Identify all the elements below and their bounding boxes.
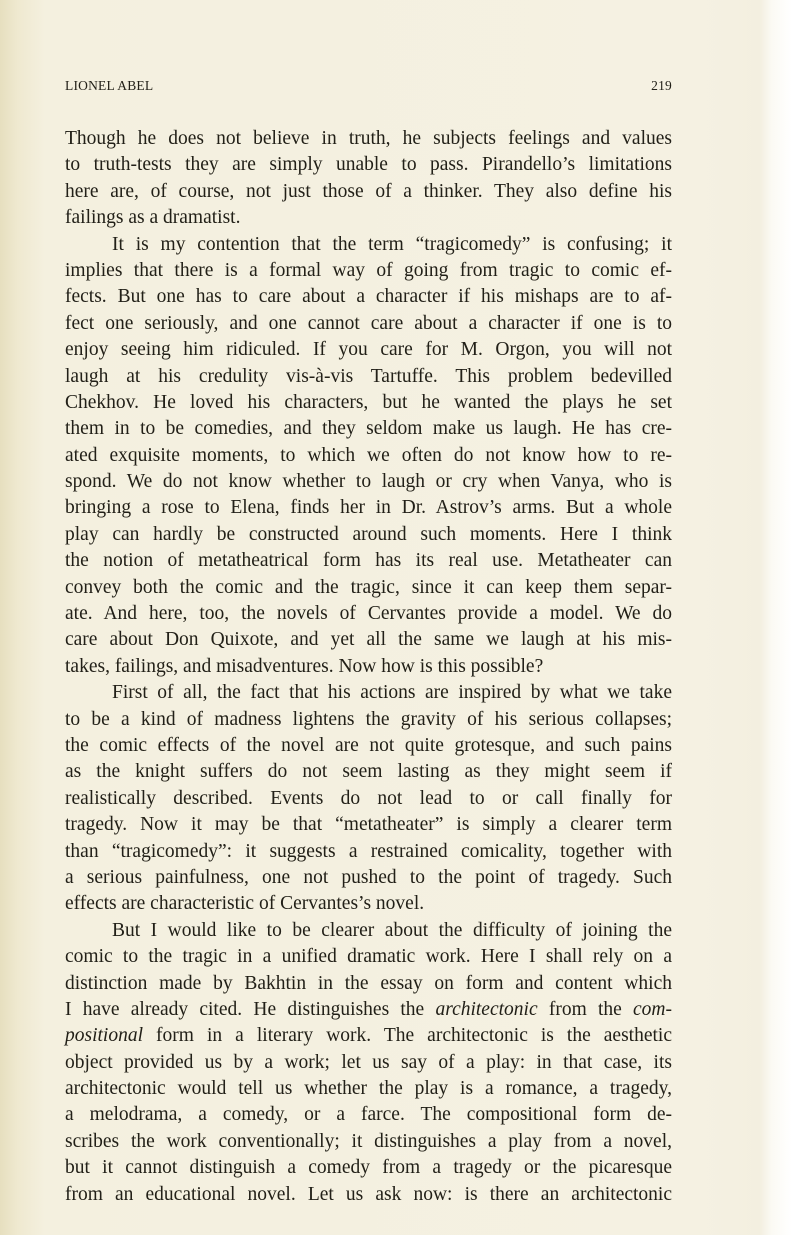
- line-content: here are, of course, not just those of a thinker. They also define his: [65, 180, 672, 202]
- text-line: [65, 390, 672, 416]
- line-content: Chekhov. He loved his characters, but he wanted the plays he set: [65, 391, 672, 413]
- text-line: [65, 839, 672, 865]
- text-line: [65, 337, 672, 363]
- text-line: [65, 126, 672, 152]
- line-content: tragedy. Now it may be that “metatheater” is simply a clearer term: [65, 814, 672, 836]
- text-line: [65, 522, 672, 548]
- text-line: [65, 152, 672, 178]
- line-content: laugh at his credulity vis-à-vis Tartuffe. This problem bedevilled: [65, 365, 672, 387]
- paragraph: [65, 918, 672, 1208]
- text-line: [65, 891, 672, 917]
- text-line: [65, 627, 672, 653]
- line-content: comic to the tragic in a unified dramatic work. Here I shall rely on a: [65, 946, 672, 968]
- line-content: to truth-tests they are simply unable to pass. Pirandello’s limitations: [65, 154, 672, 176]
- text-segment: form in a literary work. The architectonic is the aesthetic: [143, 1025, 672, 1047]
- line-content: the comic effects of the novel are not quite grotesque, and such pains: [65, 734, 672, 756]
- line-content: a melodrama, a comedy, or a farce. The compositional form de-: [65, 1104, 672, 1126]
- italic-term: com-: [633, 998, 673, 1020]
- text-line: [65, 1102, 672, 1128]
- text-line: [65, 443, 672, 469]
- text-line: [65, 997, 672, 1023]
- text-segment: from the: [537, 998, 634, 1020]
- line-content: a serious painfulness, one not pushed to the point of tragedy. Such: [65, 866, 672, 888]
- line-content: ated exquisite moments, to which we often do not know how to re-: [65, 444, 672, 466]
- text-line: [65, 495, 672, 521]
- text-line: [65, 971, 672, 997]
- text-line: [65, 179, 672, 205]
- line-content: object provided us by a work; let us say of a play: in that case, its: [65, 1051, 672, 1073]
- italic-term: positional: [65, 1025, 144, 1047]
- line-content: ate. And here, too, the novels of Cervantes provide a model. We do: [65, 603, 672, 625]
- line-content: as the knight suffers do not seem lasting as they might seem if: [65, 761, 672, 783]
- text-line: [65, 918, 672, 944]
- text-line: [65, 654, 672, 680]
- line-content: distinction made by Bakhtin in the essay on form and content which: [65, 972, 672, 994]
- line-content: But I would like to be clearer about the difficulty of joining the: [112, 919, 672, 941]
- line-content: fect one seriously, and one cannot care about a character if one is to: [65, 312, 672, 334]
- line-content: them in to be comedies, and they seldom make us laugh. He has cre-: [65, 418, 672, 440]
- line-content: enjoy seeing him ridiculed. If you care for M. Orgon, you will not: [65, 339, 672, 361]
- paragraph: [65, 232, 672, 681]
- text-line: [65, 759, 672, 785]
- line-content: spond. We do not know whether to laugh or cry when Vanya, who is: [65, 471, 672, 493]
- line-content: fects. But one has to care about a character if his mishaps are to af-: [65, 286, 672, 308]
- page-number: 219: [651, 78, 672, 93]
- text-line: [65, 1129, 672, 1155]
- text-line: [65, 311, 672, 337]
- text-line: [65, 416, 672, 442]
- text-line: [65, 548, 672, 574]
- text-line: [65, 469, 672, 495]
- line-content: play can hardly be constructed around such moments. Here I think: [65, 523, 672, 545]
- text-line: [65, 1076, 672, 1102]
- line-content: to be a kind of madness lightens the gravity of his serious collapses;: [65, 708, 672, 730]
- line-content: [65, 997, 672, 1023]
- text-line: [65, 1050, 672, 1076]
- text-line: [65, 601, 672, 627]
- running-header: [65, 78, 672, 98]
- running-head-author: LIONEL ABEL: [65, 78, 154, 93]
- line-content: Though he does not believe in truth, he subjects feelings and values: [65, 128, 672, 149]
- italic-term: architectonic: [435, 998, 538, 1020]
- text-line: [65, 680, 672, 706]
- text-line: [65, 575, 672, 601]
- line-content: takes, failings, and misadventures. Now how is this possible?: [65, 655, 544, 677]
- line-content: effects are characteristic of Cervantes’s novel.: [65, 893, 425, 915]
- paragraph: [65, 126, 672, 232]
- text-line: [65, 707, 672, 733]
- text-line: [65, 205, 672, 231]
- text-line: [65, 1023, 672, 1049]
- text-line: [65, 1155, 672, 1181]
- text-line: [65, 944, 672, 970]
- line-content: failings as a dramatist.: [65, 207, 241, 229]
- text-line: [65, 786, 672, 812]
- line-content: scribes the work conventionally; it distinguishes a play from a novel,: [65, 1130, 672, 1152]
- line-content: convey both the comic and the tragic, since it can keep them separ-: [65, 576, 672, 598]
- text-line: [65, 1182, 672, 1208]
- line-content: implies that there is a formal way of going from tragic to comic ef-: [65, 259, 672, 281]
- text-line: [65, 733, 672, 759]
- line-content: bringing a rose to Elena, finds her in Dr. Astrov’s arms. But a whole: [65, 497, 672, 519]
- line-content: the notion of metatheatrical form has its real use. Metatheater can: [65, 550, 672, 572]
- text-line: [65, 364, 672, 390]
- line-content: but it cannot distinguish a comedy from a tragedy or the picaresque: [65, 1157, 672, 1179]
- text-segment: I have already cited. He distinguishes the: [65, 998, 436, 1020]
- line-content: architectonic would tell us whether the play is a romance, a tragedy,: [65, 1078, 672, 1100]
- line-content: than “tragicomedy”: it suggests a restrained comicality, together with: [65, 840, 672, 862]
- line-content: It is my contention that the term “tragicomedy” is confusing; it: [112, 233, 672, 255]
- paragraph: [65, 680, 672, 918]
- text-line: [65, 258, 672, 284]
- line-content: [65, 1023, 672, 1049]
- line-content: First of all, the fact that his actions are inspired by what we take: [112, 682, 672, 704]
- body-text: [65, 126, 672, 1208]
- line-content: realistically described. Events do not lead to or call finally for: [65, 787, 672, 809]
- line-content: care about Don Quixote, and yet all the same we laugh at his mis-: [65, 629, 672, 651]
- text-line: [65, 865, 672, 891]
- line-content: from an educational novel. Let us ask now: is there an architectonic: [65, 1183, 672, 1205]
- text-line: [65, 812, 672, 838]
- text-line: [65, 232, 672, 258]
- text-line: [65, 284, 672, 310]
